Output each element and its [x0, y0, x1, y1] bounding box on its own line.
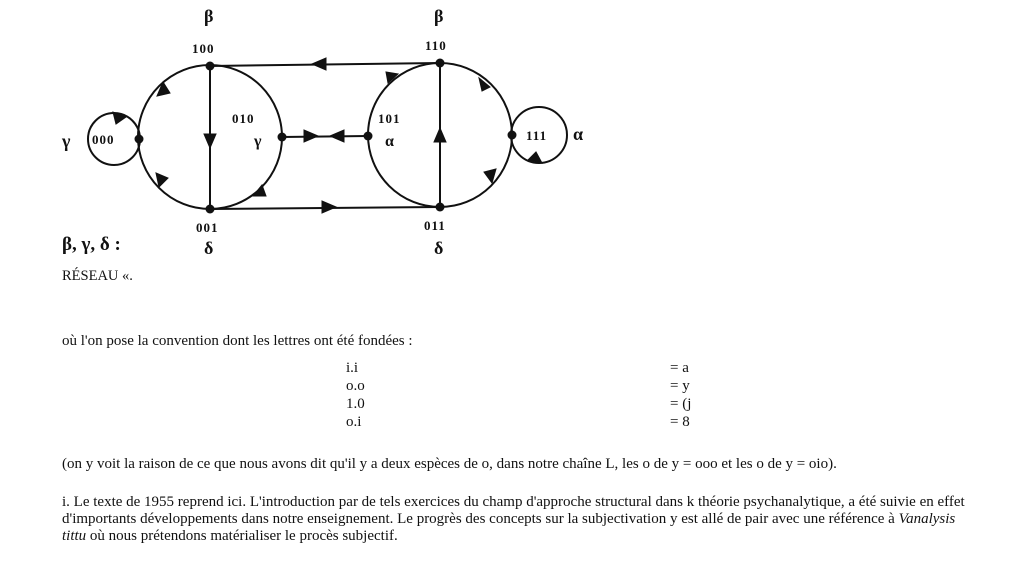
arrow-left-inner	[253, 185, 266, 196]
convention-right-4: = 8	[670, 414, 690, 430]
label-100: 100	[192, 41, 215, 56]
node-000-dot	[135, 135, 144, 144]
node-011-dot	[436, 203, 445, 212]
convention-left-3: 1.0	[346, 396, 365, 412]
label-101: 101	[378, 111, 401, 126]
arrow-bottom	[322, 201, 336, 213]
convention-left-1: i.i	[346, 360, 359, 376]
label-beta-100: β	[204, 6, 214, 26]
label-gamma-010: γ	[254, 133, 262, 150]
greek-legend: β, γ, δ :	[62, 234, 121, 255]
label-011: 011	[424, 218, 446, 233]
node-111-dot	[508, 131, 517, 140]
node-010-dot	[278, 133, 287, 142]
footnote-paragraph	[62, 494, 982, 545]
label-010: 010	[232, 111, 255, 126]
arrow-mid-right	[304, 130, 318, 142]
figure-caption: RÉSEAU «.	[62, 268, 133, 284]
arrow-left-lower	[156, 173, 168, 187]
label-110: 110	[425, 38, 447, 53]
edge-010-101	[282, 136, 368, 137]
label-delta-001: δ	[204, 238, 214, 258]
node-101-dot	[364, 132, 373, 141]
arrow-top	[312, 58, 326, 70]
arrow-right-upper	[479, 78, 490, 91]
intro-line: où l'on pose la convention dont les lettres ont été fondées :	[62, 333, 413, 349]
convention-left-4: o.i	[346, 414, 362, 430]
node-001-dot	[206, 205, 215, 214]
label-alpha-111: α	[573, 124, 584, 144]
paragraph-1: (on y voit la raison de ce que nous avons dit qu'il y a deux espèces de o, dans notre chaîne L, les o de y = ooo et les o de y = oio).	[62, 456, 837, 472]
footnote-italic: Vanalysis tittu	[62, 511, 956, 544]
label-delta-011: δ	[434, 238, 444, 258]
arrow-left-down	[204, 134, 216, 148]
label-000: 000	[92, 132, 115, 147]
convention-right-3: = (j	[670, 396, 692, 412]
label-beta-110: β	[434, 6, 444, 26]
network-diagram	[0, 0, 620, 270]
label-gamma-000: γ	[62, 131, 71, 151]
footnote-text-1: i. Le texte de 1955 reprend ici. L'introduction par de tels exercices du champ d'approche structural dans k théorie psychanalytique, a été suivie en effet d'importants développements dans notre enseignement. Le progrès des concepts sur la subjectivation y est allé de pair avec une référence à	[62, 494, 965, 527]
label-001: 001	[196, 220, 219, 235]
label-111: 111	[526, 128, 548, 143]
convention-left-2: o.o	[346, 378, 365, 394]
arrow-right-up	[434, 128, 446, 142]
label-alpha-101: α	[385, 133, 394, 150]
arrow-mid-left	[330, 130, 344, 142]
arrow-left-upper	[157, 82, 170, 96]
footnote-text-2: où nous prétendons matérialiser le procès subjectif.	[86, 528, 398, 544]
node-100-dot	[206, 62, 215, 71]
convention-right-1: = a	[670, 360, 689, 376]
convention-right-2: = y	[670, 378, 690, 394]
node-110-dot	[436, 59, 445, 68]
